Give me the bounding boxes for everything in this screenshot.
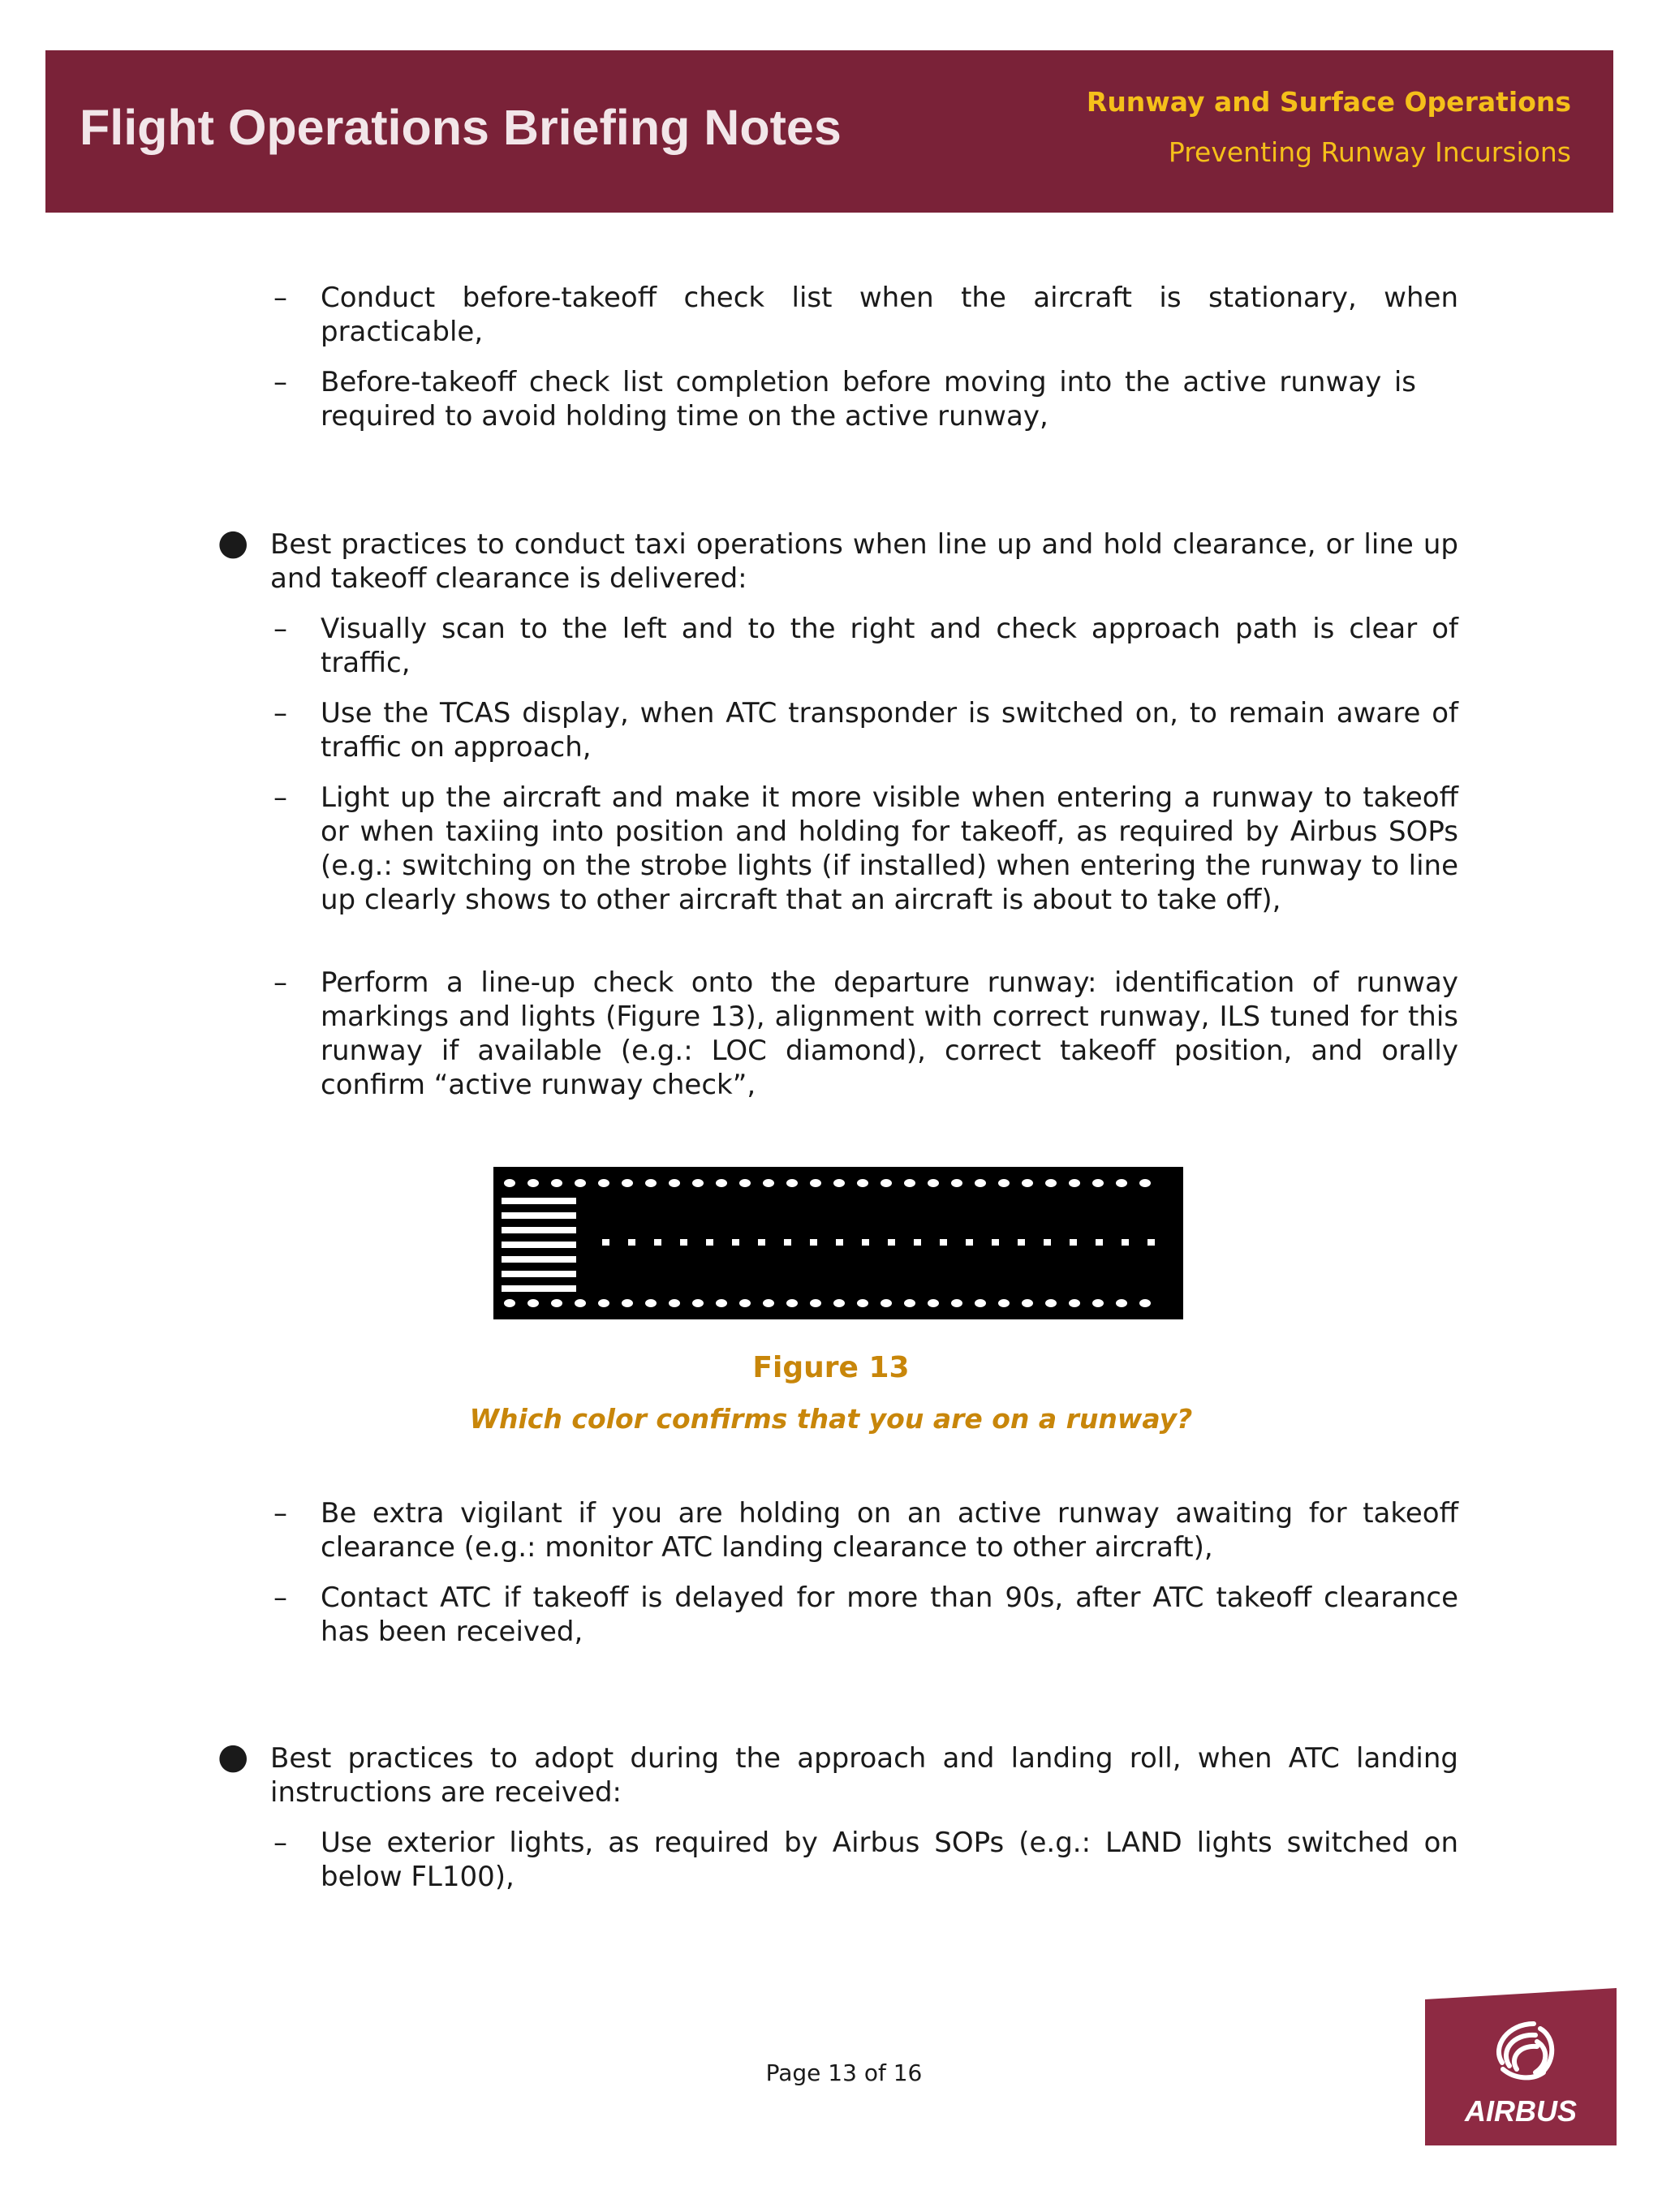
centerline-light	[1147, 1239, 1155, 1246]
edge-light	[716, 1299, 727, 1307]
bullet-marker: ●	[217, 1736, 249, 1777]
edge-light	[857, 1299, 868, 1307]
edge-light	[1045, 1179, 1057, 1187]
page-number: Page 13 of 16	[765, 2059, 923, 2086]
edge-light	[1022, 1299, 1033, 1307]
edge-light	[551, 1299, 562, 1307]
edge-light	[598, 1299, 609, 1307]
centerline-light	[602, 1239, 609, 1246]
edge-light	[1092, 1299, 1104, 1307]
bullet-item	[217, 522, 1458, 596]
centerline-light	[914, 1239, 921, 1246]
edge-light	[1116, 1179, 1127, 1187]
dash-marker: –	[273, 697, 287, 729]
edge-light	[527, 1299, 539, 1307]
list-item-text: Perform a line-up check onto the departure runway: identification of runway markings and lights (Figure 13), alignment with correct runway, ILS tuned for this runway if available (e.g.: LOC diamond), correct takeoff position, and orally confirm “active runway check”,	[321, 966, 1458, 1101]
threshold-bar	[502, 1198, 576, 1204]
edge-light	[575, 1299, 586, 1307]
edge-light	[951, 1299, 962, 1307]
centerline-light	[810, 1239, 817, 1246]
edge-light	[575, 1179, 586, 1187]
list-item	[273, 696, 1458, 764]
centerline-light	[862, 1239, 869, 1246]
centerline-light	[706, 1239, 713, 1246]
section-subtitle: Preventing Runway Incursions	[1168, 136, 1571, 168]
threshold-bar	[502, 1256, 576, 1263]
list-item-text: Be extra vigilant if you are holding on an active runway awaiting for takeoff clearance (e.g.: monitor ATC landing clearance to other aircraft),	[321, 1497, 1458, 1564]
edge-light	[669, 1179, 680, 1187]
edge-light	[1022, 1179, 1033, 1187]
edge-light	[998, 1179, 1010, 1187]
edge-light	[786, 1299, 798, 1307]
dash-marker: –	[273, 1827, 287, 1859]
airbus-logo	[1425, 1988, 1617, 2145]
edge-light	[692, 1299, 704, 1307]
edge-light	[669, 1299, 680, 1307]
edge-light	[763, 1179, 774, 1187]
list-item	[273, 1581, 1458, 1649]
centerline-light	[628, 1239, 635, 1246]
dash-marker: –	[273, 613, 287, 645]
edge-light	[833, 1299, 845, 1307]
edge-light	[881, 1299, 892, 1307]
bullet-item-text: Best practices to conduct taxi operations when line up and hold clearance, or line up and takeoff clearance is delivered:	[270, 528, 1458, 595]
centerline-light	[836, 1239, 843, 1246]
dash-marker: –	[273, 1582, 287, 1614]
edge-light	[504, 1179, 515, 1187]
edge-light	[881, 1179, 892, 1187]
edge-light	[1069, 1299, 1080, 1307]
list-item	[273, 281, 1458, 349]
list-item	[273, 612, 1458, 680]
edge-light	[692, 1179, 704, 1187]
threshold-bar	[502, 1212, 576, 1219]
runway-markings-illustration	[493, 1167, 1183, 1319]
figure-title: Figure 13	[752, 1351, 910, 1384]
bullet-marker: ●	[217, 522, 249, 563]
edge-light	[1045, 1299, 1057, 1307]
edge-light	[904, 1179, 915, 1187]
edge-light	[551, 1179, 562, 1187]
edge-light	[645, 1299, 657, 1307]
edge-light	[810, 1179, 821, 1187]
edge-light	[951, 1179, 962, 1187]
edge-light	[716, 1179, 727, 1187]
centerline-light	[1018, 1239, 1025, 1246]
edge-light	[998, 1299, 1010, 1307]
edge-light	[739, 1179, 751, 1187]
centerline-light	[940, 1239, 947, 1246]
list-item	[273, 365, 1416, 433]
list-item	[273, 781, 1458, 917]
edge-light	[833, 1179, 845, 1187]
threshold-bar	[502, 1227, 576, 1233]
edge-light	[504, 1299, 515, 1307]
section-title: Runway and Surface Operations	[1086, 86, 1571, 118]
centerline-light	[784, 1239, 791, 1246]
edge-light	[763, 1299, 774, 1307]
threshold-bar	[502, 1242, 576, 1248]
dash-marker: –	[273, 282, 287, 314]
centerline-light	[966, 1239, 973, 1246]
dash-marker: –	[273, 966, 287, 999]
list-item	[273, 966, 1458, 1102]
list-item-text: Visually scan to the left and to the right and check approach path is clear of traffic,	[321, 613, 1458, 679]
edge-light	[928, 1299, 939, 1307]
dash-marker: –	[273, 781, 287, 814]
list-item-text: Contact ATC if takeoff is delayed for more than 90s, after ATC takeoff clearance has been received,	[321, 1582, 1458, 1648]
edge-light	[975, 1179, 986, 1187]
dash-marker: –	[273, 366, 287, 398]
document-title: Flight Operations Briefing Notes	[80, 100, 842, 155]
threshold-bar	[502, 1271, 576, 1277]
edge-light	[975, 1299, 986, 1307]
list-item-text: Use the TCAS display, when ATC transponder is switched on, to remain aware of traffic on approach,	[321, 697, 1458, 764]
edge-light	[739, 1299, 751, 1307]
edge-light	[786, 1179, 798, 1187]
centerline-light	[1070, 1239, 1077, 1246]
edge-light	[1139, 1179, 1151, 1187]
edge-light	[1069, 1179, 1080, 1187]
edge-light	[904, 1299, 915, 1307]
edge-light	[810, 1299, 821, 1307]
centerline-light	[1044, 1239, 1051, 1246]
edge-light	[857, 1179, 868, 1187]
edge-light	[622, 1179, 633, 1187]
edge-light	[598, 1179, 609, 1187]
centerline-light	[758, 1239, 765, 1246]
list-item	[273, 1496, 1458, 1564]
figure-caption: Which color confirms that you are on a runway?	[469, 1403, 1193, 1435]
edge-light	[527, 1179, 539, 1187]
bullet-item-text: Best practices to adopt during the approach and landing roll, when ATC landing instructions are received:	[270, 1742, 1458, 1809]
centerline-light	[680, 1239, 687, 1246]
centerline-light	[1096, 1239, 1103, 1246]
edge-light	[645, 1179, 657, 1187]
list-item-text: Before-takeoff check list completion before moving into the active runway is required to avoid holding time on the active runway,	[321, 366, 1416, 433]
centerline-light	[732, 1239, 739, 1246]
edge-light	[928, 1179, 939, 1187]
bullet-item	[217, 1736, 1458, 1810]
edge-light	[1116, 1299, 1127, 1307]
svg-text:AIRBUS: AIRBUS	[1464, 2094, 1578, 2128]
edge-light	[622, 1299, 633, 1307]
airbus-logo-mark	[1425, 1988, 1617, 2145]
list-item-text: Use exterior lights, as required by Airbus SOPs (e.g.: LAND lights switched on below FL100),	[321, 1827, 1458, 1893]
dash-marker: –	[273, 1497, 287, 1530]
centerline-light	[992, 1239, 999, 1246]
centerline-light	[888, 1239, 895, 1246]
centerline-light	[654, 1239, 661, 1246]
runway-markings-figure	[493, 1167, 1183, 1319]
threshold-bar	[502, 1285, 576, 1292]
centerline-light	[1122, 1239, 1129, 1246]
list-item-text: Light up the aircraft and make it more visible when entering a runway to takeoff or when taxiing into position and holding for takeoff, as required by Airbus SOPs (e.g.: switching on the strobe lights (if installed) when entering the runway to line up clearly shows to other aircraft that an aircraft is about to take off),	[321, 781, 1458, 916]
list-item-text: Conduct before-takeoff check list when the aircraft is stationary, when practicable,	[321, 282, 1458, 348]
edge-light	[1139, 1299, 1151, 1307]
list-item	[273, 1826, 1458, 1894]
edge-light	[1092, 1179, 1104, 1187]
